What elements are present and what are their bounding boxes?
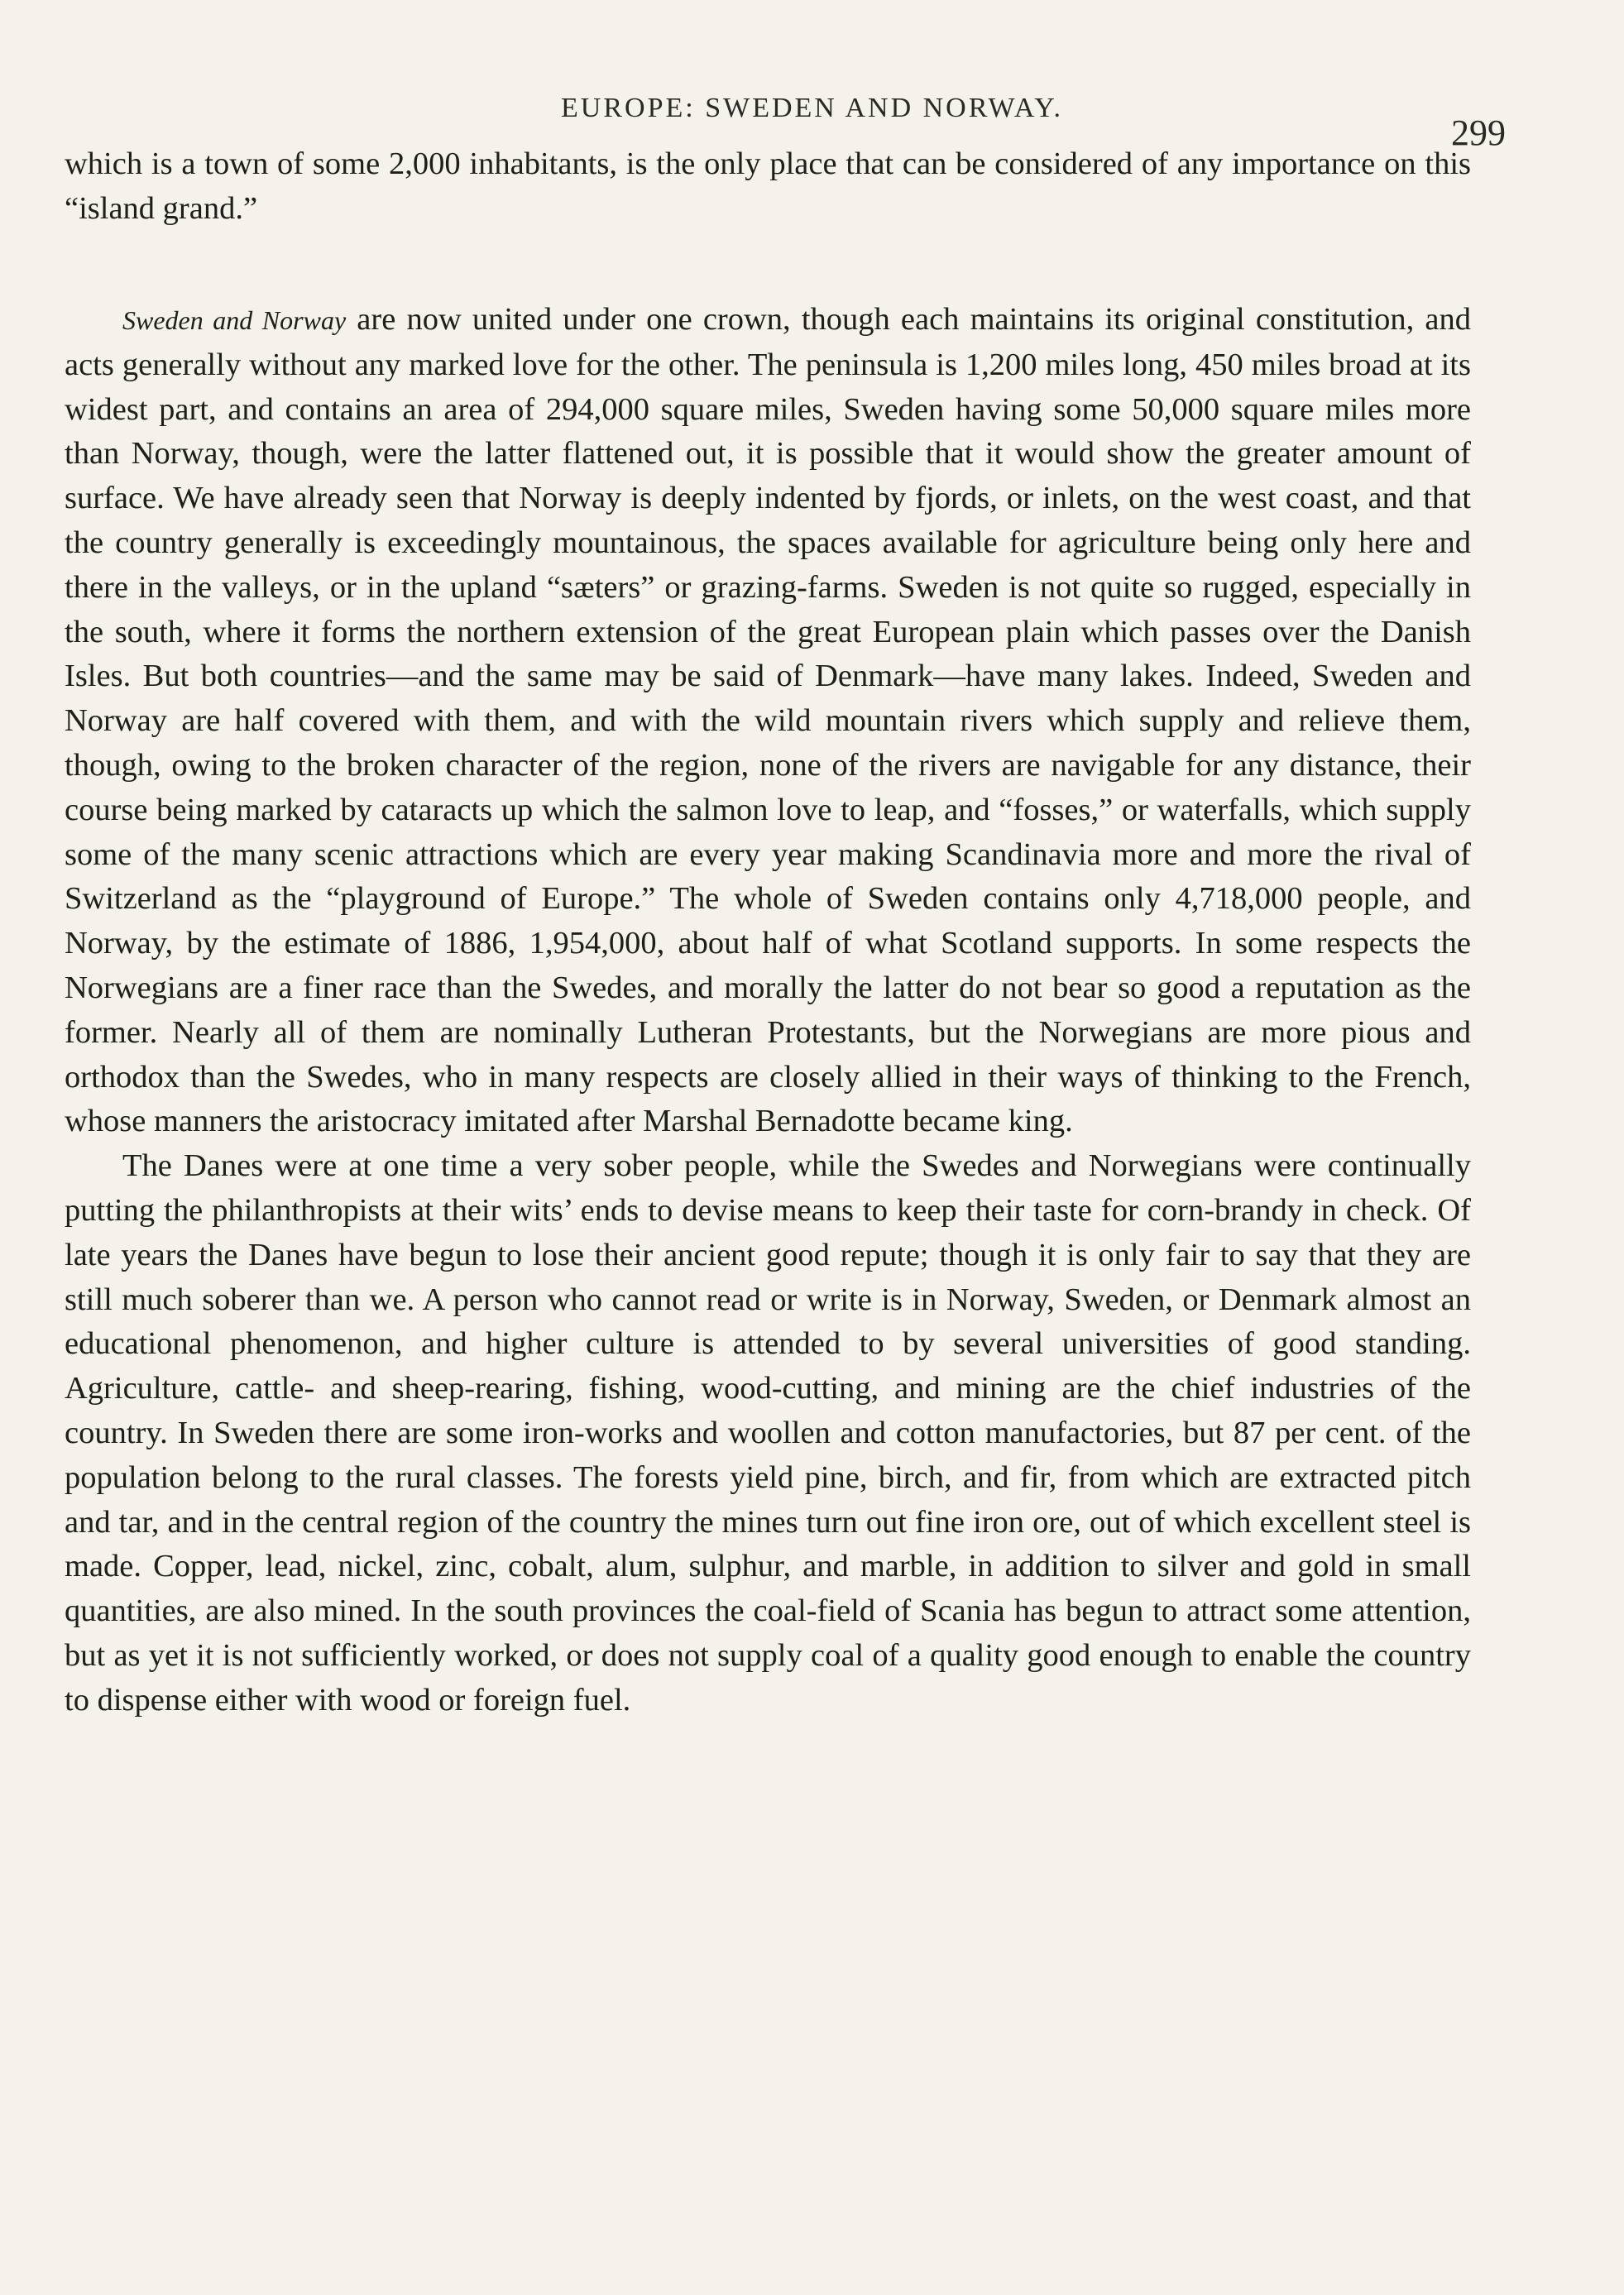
running-header-title: EUROPE: SWEDEN AND NORWAY. (561, 93, 1063, 123)
page-number: 299 (1451, 113, 1506, 153)
paragraph-sweden-norway (65, 298, 1471, 1144)
paragraph-danes: The Danes were at one time a very sober people, while the Swedes and Norwegians were continually putting the philanthropists at their wits’ ends to devise means to keep their taste for corn-brandy in check. Of late years the Danes have begun to lose their ancient good repute; though it is only fair to say that they are still much soberer than we. A person who cannot read or write is in Norway, Sweden, or Denmark almost an educational phenomenon, and higher culture is attended to by several universities of good standing. Agriculture, cattle- and sheep-rearing, fishing, wood-cutting, and mining are the chief industries of the country. In Sweden there are some iron-works and woollen and cotton manufactories, but 87 per cent. of the population belong to the rural classes. The forests yield pine, birch, and fir, from which are extracted pitch and tar, and in the central region of the country the mines turn out fine iron ore, out of which excellent steel is made. Copper, lead, nickel, zinc, cobalt, alum, sulphur, and marble, in addition to silver and gold in small quantities, are also mined. In the south provinces the coal-field of Scania has begun to attract some attention, but as yet it is not sufficiently worked, or does not supply coal of a quality good enough to enable the country to dispense either with wood or foreign fuel. (65, 1148, 1471, 1718)
continuation-paragraph: which is a town of some 2,000 inhabitants, is the only place that can be considered of any importance on this “island grand.” (65, 146, 1471, 226)
continuation-text-block (65, 142, 1471, 232)
body-text-block (65, 298, 1471, 1723)
paragraph-lead-words: Sweden and Norway (122, 305, 347, 335)
paragraph-body-text: are now united under one crown, though each maintains its original constitution, and acts generally without any marked love for the other. The peninsula is 1,200 miles long, 450 miles broad at its widest part, and contains an area of 294,000 square miles, Sweden having some 50,000 square miles more than Norway, though, were the latter flattened out, it is possible that it would show the greater amount of surface. We have already seen that Norway is deeply indented by fjords, or inlets, on the west coast, and that the country generally is exceedingly mountainous, the spaces available for agriculture being only here and there in the valleys, or in the upland “sæters” or grazing-farms. Sweden is not quite so rugged, especially in the south, where it forms the northern extension of the great European plain which passes over the Danish Isles. But both countries—and the same may be said of Denmark—have many lakes. Indeed, Sweden and Norway are half covered with them, and with the wild mountain rivers which supply and relieve them, though, owing to the broken character of the region, none of the rivers are navigable for any distance, their course being marked by cataracts up which the salmon love to leap, and “fosses,” or waterfalls, which supply some of the many scenic attractions which are every year making Scandinavia more and more the rival of Switzerland as the “playground of Europe.” The whole of Sweden contains only 4,718,000 people, and Norway, by the estimate of 1886, 1,954,000, about half of what Scotland supports. In some respects the Norwegians are a finer race than the Swedes, and morally the latter do not bear so good a reputation as the former. Nearly all of them are nominally Lutheran Protestants, but the Norwegians are more pious and orthodox than the Swedes, who in many respects are closely allied in their ways of thinking to the French, whose manners the aristocracy imitated after Marshal Bernadotte became king. (65, 302, 1472, 1139)
